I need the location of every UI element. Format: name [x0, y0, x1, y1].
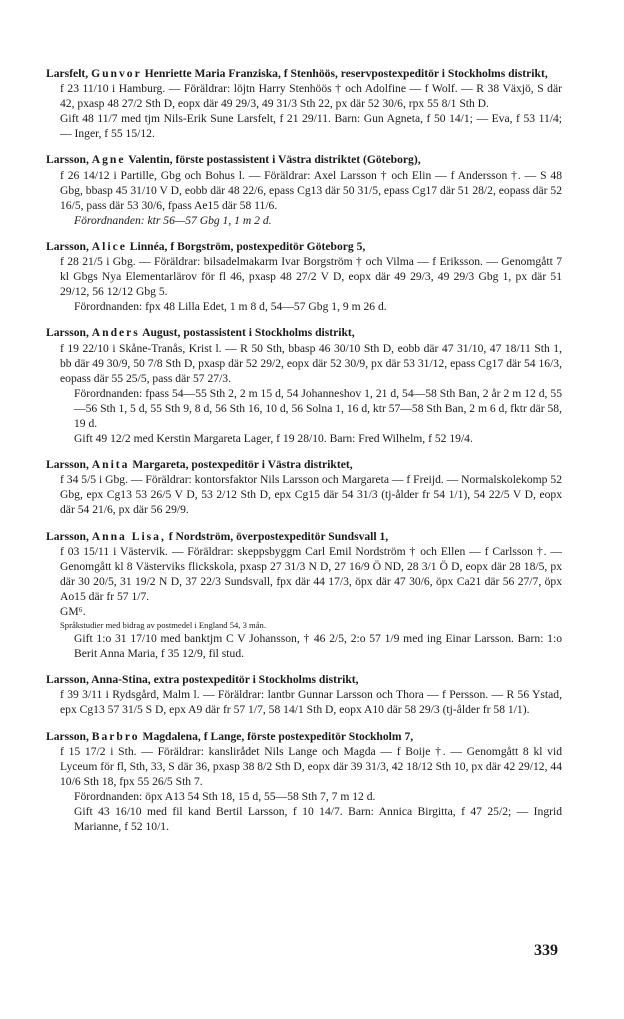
- entry-appointments: Förordnanden: fpx 48 Lilla Edet, 1 m 8 d, 54—57 Gbg 1, 9 m 26 d.: [74, 300, 387, 314]
- entry-given-name: Anita: [91, 458, 130, 472]
- entry-appointments: Förordnanden: öpx A13 54 Sth 18, 15 d, 55—58 Sth 7, 7 m 12 d.: [74, 789, 376, 803]
- entry-text: GM⁶.: [60, 605, 86, 618]
- entry-larsson-anita: [46, 457, 562, 517]
- entry-surname: Larsfelt,: [46, 67, 89, 80]
- entry-larsson-barbro: [46, 729, 562, 835]
- entry-title: Valentin, förste postassistent i Västra distriktet (Göteborg),: [128, 153, 421, 167]
- entry-given-name: Anna Lisa,: [91, 529, 166, 543]
- entry-marriage: Gift 1:o 31 17/10 med banktjm C V Johansson, † 46 2/5, 2:o 57 1/9 med ing Einar Larsson. Barn: 1:o Berit Anna Maria, f 35 12/9, fil stud.: [74, 632, 562, 661]
- entry-larsson-alice: [46, 239, 562, 314]
- page-number: 339: [534, 942, 558, 959]
- entry-larsson-anna-lisa: [46, 529, 562, 662]
- entry-larsson-anna-stina: [46, 672, 562, 717]
- entry-heading: [46, 529, 562, 544]
- entry-title: August, postassistent i Stockholms distrikt,: [142, 326, 355, 340]
- entry-surname: Larsson,: [46, 673, 89, 687]
- entry-title: Henriette Maria Franziska, f Stenhöös, reservpostexpeditör i Stockholms distrikt,: [144, 67, 548, 80]
- entry-text: f 34 5/5 i Gbg. — Föräldrar: kontorsfaktor Nils Larsson och Margareta — f Freijd. — Normalskolekomp 52 Gbg, epx Cg13 53 26/5 V D, 53 2/12 Sth D, epx Cg15 där 54 31/3 (tj-ålder fr 54 1/1), 54 22/5 V D, eopx där 54 21/6, px där 56 29/9.: [60, 473, 562, 517]
- entry-note: Språkstudier med bidrag av postmedel i England 54, 3 mån.: [60, 620, 266, 631]
- entry-title: Magdalena, f Lange, förste postexpeditör Stockholm 7,: [142, 729, 414, 743]
- entry-larsfelt-gunvor: [46, 66, 562, 141]
- entry-given-name: Gunvor: [91, 67, 142, 80]
- entry-surname: Larsson,: [46, 529, 89, 543]
- entry-text: f 15 17/2 i Sth. — Föräldrar: kanslirådet Nils Lange och Magda — f Boije †. — Genomgått 8 kl vid Lyceum för fl, Sth, 33, S där 36, pxasp 38 8/2 Sth D, eopx där 39 31/3, 42 18/12 Sth 10, px där 42 29/12, 44 10/6 Sth 18, fpx 55 26/5 Sth 7.: [60, 744, 562, 788]
- entry-given-name: Alice: [91, 239, 127, 253]
- entry-surname: Larsson,: [46, 239, 89, 253]
- entry-appointments: Förordnanden: fpass 54—55 Sth 2, 2 m 15 d, 54 Johanneshov 1, 21 d, 54—58 Sth Ban, 2 år 2 m 12 d, 55—56 Sth 1, 5 d, 55 Sth 9, 8 d, 56 Sth 16, 10 d, 56 Solna 1, 16 d, ktr 57—58 Sth Ban, 2 m 6 d, fktr där 58, 19 d.: [74, 386, 562, 430]
- entry-appointments: Förordnanden: ktr 56—57 Gbg 1, 1 m 2 d.: [74, 213, 272, 227]
- entry-marriage: Gift 49 12/2 med Kerstin Margareta Lager, f 19 28/10. Barn: Fred Wilhelm, f 52 19/4.: [74, 432, 473, 446]
- entry-heading: [46, 672, 562, 687]
- entry-marriage: Gift 48 11/7 med tjm Nils-Erik Sune Larsfelt, f 21 29/11. Barn: Gun Agneta, f 50 14/1; — Eva, f 53 11/4; — Inger, f 55 15/12.: [60, 112, 562, 141]
- entry-larsson-anders: [46, 325, 562, 446]
- entry-surname: Larsson,: [46, 153, 89, 167]
- entry-title: Anna-Stina, extra postexpeditör i Stockholms distrikt,: [91, 673, 359, 687]
- entry-heading: [46, 457, 562, 472]
- entry-text: f 28 21/5 i Gbg. — Föräldrar: bilsadelmakarm Ivar Borgström † och Vilma — f Eriksson. — Genomgått 7 kl Gbgs Nya Elementarlärov för fl 46, pxasp 48 27/2 V D, eopx där 49 29/3, 49 29/3 Gbg 1, px där 51 29/12, 56 12/12 Gbg 5.: [60, 255, 562, 299]
- entry-text: f 39 3/11 i Rydsgård, Malm l. — Föräldrar: lantbr Gunnar Larsson och Thora — f Persson. — R 56 Ystad, epx Cg13 57 31/5 S D, epx A9 där fr 57 1/7, 58 14/1 Sth D, eopx A10 där 58 29/3 (tj-ålder fr 58 1/1).: [60, 688, 562, 717]
- entry-marriage: Gift 43 16/10 med fil kand Bertil Larsson, f 10 14/7. Barn: Annica Birgitta, f 47 25/2; — Ingrid Marianne, f 52 10/1.: [74, 805, 562, 834]
- entry-surname: Larsson,: [46, 729, 89, 743]
- entry-heading: [46, 325, 562, 340]
- entry-text: f 03 15/11 i Västervik. — Föräldrar: skeppsbyggm Carl Emil Nordström † och Ellen — f Carlsson †. — Genomgått kl 8 Västerviks flickskola, pxasp 27 31/3 N D, 27 16/9 Ö ND, 28 3/1 Ö D, eopx där 28 18/5, px där 30 20/5, 31 19/2 N D, 37 22/3 Sundsvall, fpx där 44 17/3, öpx där 47 30/6, öpx Ca21 där 56 27/7, öpx Ao15 där fr 57 1/7.: [60, 544, 562, 603]
- entry-heading: [46, 239, 562, 254]
- entry-title: Margareta, postexpeditör i Västra distriktet,: [132, 458, 353, 472]
- entry-surname: Larsson,: [46, 458, 89, 472]
- entry-larsson-agne: [46, 152, 562, 227]
- entry-heading: [46, 729, 562, 744]
- entry-text: f 26 14/12 i Partille, Gbg och Bohus l. — Föräldrar: Axel Larsson † och Elin — f Andersson †. — S 48 Gbg, bbasp 45 31/10 V D, eobb där 48 22/6, epass Cg13 där 50 31/5, epass Cg17 där 51 28/2, eopass där 52 16/5, pass där 53 30/6, fpass Ae15 där 58 11/6.: [60, 168, 562, 212]
- entry-given-name: Agne: [91, 153, 126, 167]
- entry-given-name: Anders: [91, 326, 140, 340]
- entry-title: f Nordström, överpostexpeditör Sundsvall 1,: [168, 529, 389, 543]
- entry-surname: Larsson,: [46, 326, 89, 340]
- entry-text: f 23 11/10 i Hamburg. — Föräldrar: löjtn Harry Stenhöös † och Adolfine — f Wolf. — R 38 Växjö, S där 42, pxasp 48 27/2 Sth D, eopx där 49 29/3, 49 31/3 Sth 22, px där 52 30/6, rpx 55 8/1 Sth D.: [60, 82, 562, 111]
- entry-text: f 19 22/10 i Skåne-Tranås, Krist l. — R 50 Sth, bbasp 46 30/10 Sth D, eobb där 47 31/10, 47 18/11 Sth 1, bb där 49 30/9, 50 7/8 Sth D, pxasp där 52 29/2, eopx där 52 30/9, px där 53 31/12, epass Cg17 där 54 16/3, eopass där 55 25/5, pass där 57 27/3.: [60, 341, 562, 385]
- entry-given-name: Barbro: [91, 729, 140, 743]
- entry-heading: [46, 66, 562, 81]
- entry-heading: [46, 152, 562, 167]
- entry-title: Linnéa, f Borgström, postexpeditör Göteborg 5,: [129, 239, 366, 253]
